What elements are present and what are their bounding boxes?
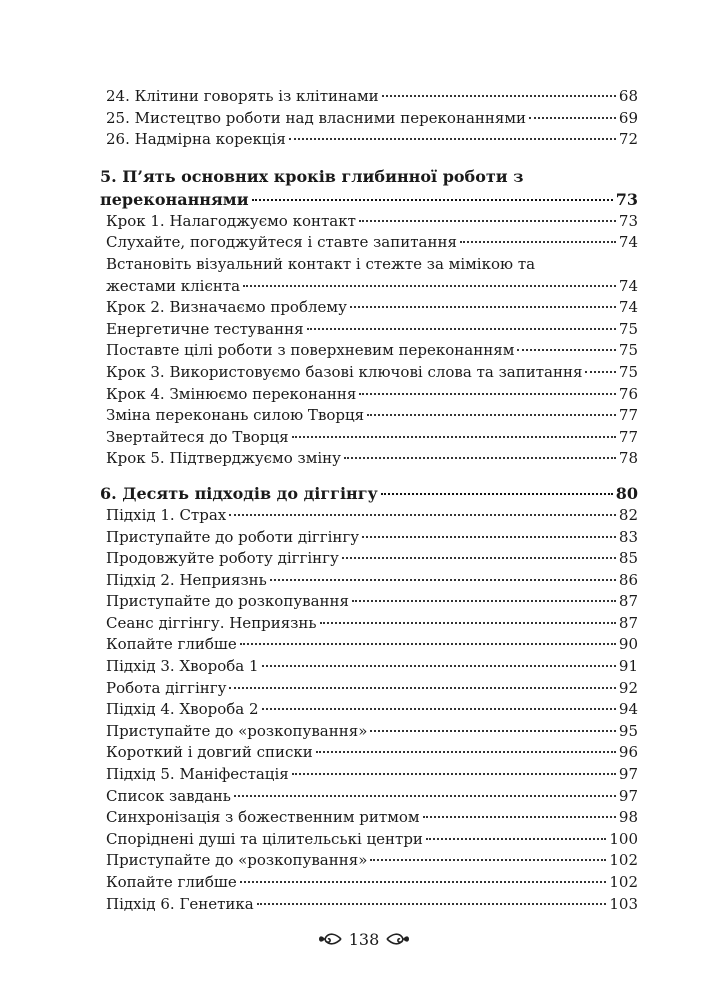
- toc-entry-label: Крок 2. Визначаємо проблему: [106, 298, 347, 317]
- toc-entry-page: 87: [618, 592, 638, 611]
- toc-entry-label: Приступайте до роботи діггінгу: [106, 527, 360, 546]
- toc-entry-label: Копайте глибше: [106, 635, 237, 654]
- top-entries: [100, 86, 638, 151]
- dot-leader: [240, 643, 616, 645]
- toc-entry-page: 77: [618, 406, 638, 425]
- toc-entry: [100, 656, 638, 678]
- toc-entry-page: 75: [618, 319, 638, 338]
- toc-entry: [100, 297, 638, 319]
- toc-entry: [100, 894, 638, 916]
- toc-entry-label: Зміна переконань силою Творця: [106, 406, 365, 425]
- toc-entry-label: Підхід 4. Хвороба 2: [106, 700, 259, 719]
- dot-leader: [307, 328, 616, 330]
- toc-entry-label: Робота діггінгу: [106, 678, 227, 697]
- toc-entry: [100, 570, 638, 592]
- dot-leader: [529, 117, 616, 119]
- toc-entry: [100, 86, 638, 108]
- dot-leader: [252, 199, 613, 201]
- toc-entry: [100, 721, 638, 743]
- toc-entry-page: 74: [618, 233, 638, 252]
- dot-leader: [257, 903, 607, 905]
- toc-entry-page: 102: [609, 873, 638, 891]
- section-5-title-entry: [100, 188, 638, 211]
- toc-entry-page: 72: [618, 130, 638, 149]
- toc-entry: [100, 232, 638, 254]
- section-5-entries-a: [100, 211, 638, 254]
- toc-entry-label: Підхід 3. Хвороба 1: [106, 657, 259, 676]
- toc-entry: [100, 591, 638, 613]
- toc-entry-label: Підхід 6. Генетика: [106, 894, 254, 913]
- dot-leader: [352, 600, 616, 602]
- toc-entry: [100, 384, 638, 406]
- toc-entry-page: 97: [618, 765, 638, 784]
- floral-ornament-left-icon: [317, 929, 343, 949]
- dot-leader: [292, 773, 616, 775]
- section-5-page: 73: [615, 189, 638, 209]
- dot-leader: [460, 241, 616, 243]
- toc-entry-page: 98: [618, 808, 638, 827]
- toc-entry: [100, 108, 638, 130]
- toc-entry: [100, 129, 638, 151]
- toc-entry-label: Крок 4. Змінюємо переконання: [106, 384, 357, 403]
- toc-entry-label: Крок 1. Налагоджуємо контакт: [106, 211, 356, 230]
- page-number: 138: [348, 929, 380, 949]
- toc-entry: [100, 764, 638, 786]
- toc-entry: [100, 807, 638, 829]
- dot-leader: [320, 622, 616, 624]
- toc-entry-page: 75: [618, 341, 638, 360]
- toc-entry-page: 87: [618, 613, 638, 632]
- toc-entry-page: 83: [618, 527, 638, 546]
- toc-entry-page: 103: [609, 894, 638, 913]
- dot-leader: [342, 557, 616, 559]
- toc-entry-page: 76: [618, 384, 638, 403]
- toc-entry: [100, 505, 638, 527]
- toc-entry: [100, 613, 638, 635]
- toc-entry-label: Продовжуйте роботу діггінгу: [106, 549, 339, 568]
- toc-entry: [100, 699, 638, 721]
- toc-entry-label: Список завдань: [106, 786, 231, 805]
- dot-leader: [370, 859, 606, 861]
- toc-entry-page: 85: [618, 549, 638, 568]
- toc-entry-label: Короткий і довгий списки: [106, 743, 313, 762]
- toc-entry: [100, 548, 638, 570]
- dot-leader: [370, 730, 616, 732]
- toc-entry: [100, 850, 638, 872]
- toc-entry-label: Крок 5. Підтверджуємо зміну: [106, 449, 341, 468]
- dot-leader: [229, 514, 616, 516]
- dot-leader: [240, 881, 607, 883]
- toc-entry-page: 74: [618, 298, 638, 317]
- toc-entry-page: 102: [609, 851, 638, 870]
- toc-entry-label: 26. Надмірна корекція: [106, 130, 286, 149]
- toc-entry: [100, 319, 638, 341]
- toc-entry: [100, 829, 638, 851]
- table-of-contents: [100, 86, 638, 915]
- toc-entry-wrapped: [100, 254, 638, 297]
- dot-leader: [292, 436, 616, 438]
- floral-ornament-right-icon: [385, 929, 411, 949]
- toc-entry-label: 25. Мистецтво роботи над власними переконаннями: [106, 108, 527, 127]
- toc-entry: [100, 634, 638, 656]
- dot-leader: [350, 306, 616, 308]
- toc-entry-label: Приступайте до «розкопування»: [106, 851, 368, 870]
- toc-entry-page: 86: [618, 570, 638, 589]
- toc-entry-page: 68: [618, 87, 638, 105]
- toc-entry-wrapped-line2: [100, 276, 638, 298]
- section-5-entries-b: [100, 297, 638, 470]
- dot-leader: [234, 795, 616, 797]
- dot-leader: [381, 493, 613, 495]
- toc-entry-page: 95: [618, 721, 638, 740]
- dot-leader: [243, 285, 616, 287]
- toc-entry-wrapped-line1: Встановіть візуальний контакт і стежте за мімікою та: [106, 254, 536, 273]
- toc-entry-page: 82: [618, 505, 638, 524]
- toc-entry-page: 74: [618, 276, 638, 295]
- page-footer: [0, 929, 728, 949]
- section-6-title-entry: [100, 482, 638, 505]
- dot-leader: [289, 138, 616, 140]
- toc-entry-label: Синхронізація з божественним ритмом: [106, 808, 420, 827]
- toc-entry-label: Копайте глибше: [106, 873, 237, 891]
- toc-entry-label: Енергетичне тестування: [106, 319, 304, 338]
- toc-entry-label: Поставте цілі роботи з поверхневим переконанням: [106, 341, 515, 360]
- toc-entry: [100, 742, 638, 764]
- toc-entry-page: 73: [618, 211, 638, 230]
- toc-entry: [100, 448, 638, 470]
- toc-entry: [100, 211, 638, 233]
- toc-entry-page: 75: [618, 362, 638, 381]
- dot-leader: [359, 220, 616, 222]
- dot-leader: [382, 95, 616, 97]
- toc-entry-label: 24. Клітини говорять із клітинами: [106, 87, 379, 105]
- toc-entry-label: Підхід 2. Неприязнь: [106, 570, 267, 589]
- toc-entry: [100, 340, 638, 362]
- dot-leader: [367, 414, 616, 416]
- toc-entry: [100, 678, 638, 700]
- toc-entry: [100, 427, 638, 449]
- dot-leader: [229, 687, 615, 689]
- section-6-entries: [100, 505, 638, 915]
- toc-entry-page: 92: [618, 678, 638, 697]
- toc-entry-label: Підхід 1. Страх: [106, 505, 227, 524]
- dot-leader: [344, 457, 616, 459]
- section-6-title: 6. Десять підходів до діггінгу: [100, 483, 378, 503]
- toc-entry-label: Приступайте до «розкопування»: [106, 721, 368, 740]
- toc-entry-label: Підхід 5. Маніфестація: [106, 765, 289, 784]
- dot-leader: [316, 751, 616, 753]
- toc-entry-page: 97: [618, 786, 638, 805]
- section-5-title-line1: 5. П’ять основних кроків глибинної роботи з: [100, 166, 524, 186]
- toc-entry: [100, 872, 638, 894]
- dot-leader: [359, 393, 616, 395]
- toc-entry-page: 78: [618, 449, 638, 468]
- toc-entry: [100, 786, 638, 808]
- toc-entry-page: 69: [618, 108, 638, 127]
- toc-entry-page: 77: [618, 427, 638, 446]
- dot-leader: [270, 579, 616, 581]
- toc-entry: [100, 405, 638, 427]
- toc-entry-label: Споріднені душі та цілительські центри: [106, 829, 423, 848]
- toc-entry-page: 94: [618, 700, 638, 719]
- dot-leader: [585, 371, 615, 373]
- section-5-title-line2: переконаннями: [100, 189, 249, 209]
- dot-leader: [423, 816, 616, 818]
- dot-leader: [262, 665, 616, 667]
- toc-entry: [100, 362, 638, 384]
- section-5-heading: [100, 165, 638, 211]
- toc-entry-label: Сеанс діггінгу. Неприязнь: [106, 613, 317, 632]
- toc-entry-label: жестами клієнта: [106, 276, 241, 295]
- dot-leader: [262, 708, 616, 710]
- toc-entry: [100, 527, 638, 549]
- toc-entry-page: 96: [618, 743, 638, 762]
- toc-entry-page: 100: [609, 829, 638, 848]
- toc-entry-label: Приступайте до розкопування: [106, 592, 350, 611]
- toc-entry-label: Звертайтеся до Творця: [106, 427, 289, 446]
- dot-leader: [426, 838, 606, 840]
- toc-entry-page: 91: [618, 657, 638, 676]
- section-6-heading: [100, 482, 638, 505]
- toc-entry-page: 90: [618, 635, 638, 654]
- section-6-page: 80: [615, 483, 638, 503]
- toc-entry-label: Слухайте, погоджуйтеся і ставте запитання: [106, 233, 457, 252]
- dot-leader: [517, 349, 616, 351]
- dot-leader: [362, 536, 616, 538]
- toc-entry-label: Крок 3. Використовуємо базові ключові слова та запитання: [106, 362, 583, 381]
